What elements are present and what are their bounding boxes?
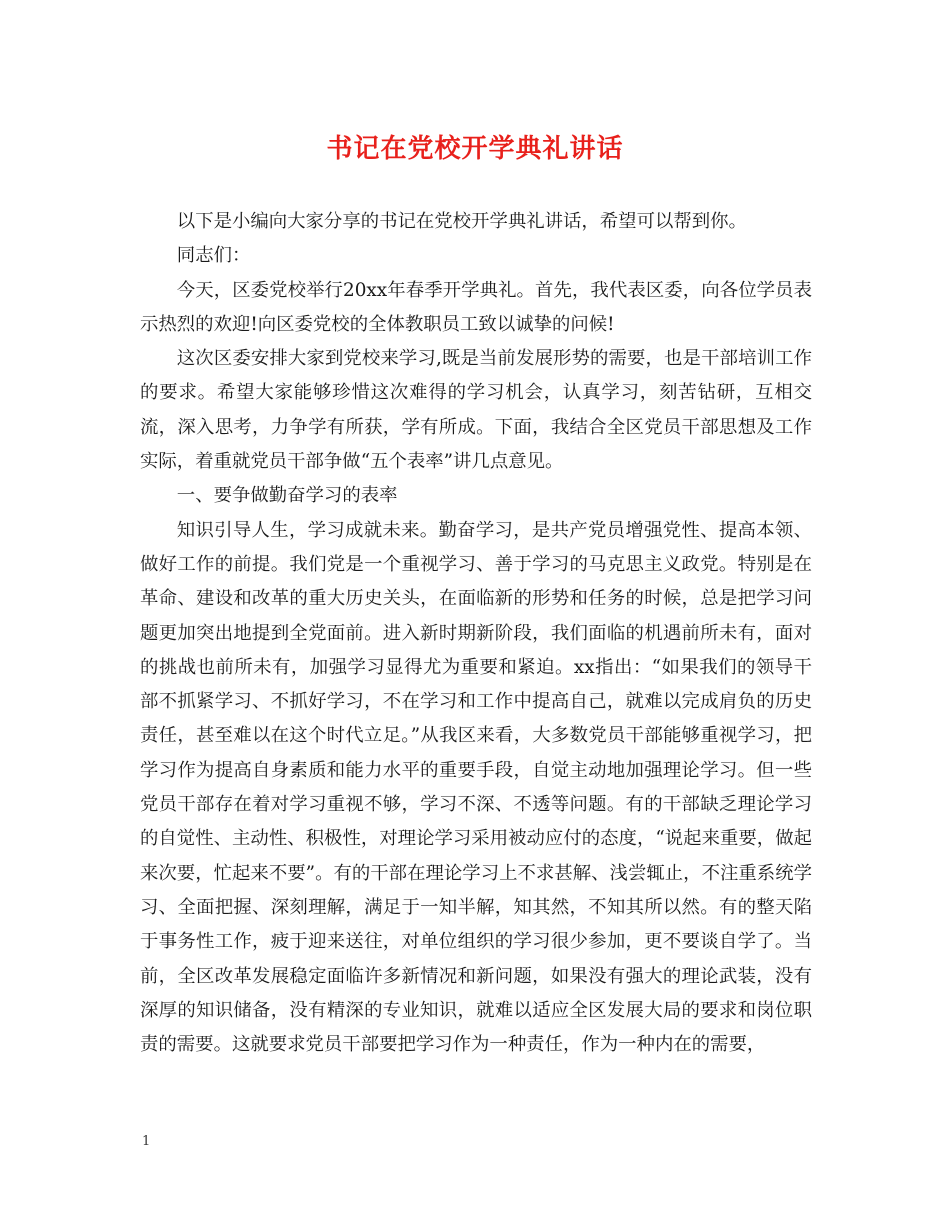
purpose-paragraph: 这次区委安排大家到党校来学习,既是当前发展形势的需要，也是干部培训工作的要求。希望大家能够珍惜这次难得的学习机会，认真学习，刻苦钻研，互相交流，深入思考，力争学有所获，学有所成。下面，我结合全区党员干部思想及工作实际，着重就党员干部争做“五个表率”讲几点意见。 xyxy=(140,348,812,473)
section-heading-1: 一、要争做勤奋学习的表率 xyxy=(176,485,398,507)
welcome-paragraph: 今天，区委党校举行20xx年春季开学典礼。首先，我代表区委，向各位学员表示热烈的欢迎!向区委党校的全体教职员工致以诚挚的问候! xyxy=(140,279,812,335)
page-number: 1 xyxy=(142,1134,151,1149)
document-title: 书记在党校开学典礼讲话 xyxy=(326,134,624,164)
intro-paragraph: 以下是小编向大家分享的书记在党校开学典礼讲话，希望可以帮到你。 xyxy=(176,211,747,232)
salutation-paragraph: 同志们： xyxy=(176,245,251,267)
document-body xyxy=(140,205,812,1062)
study-paragraph: 知识引导人生，学习成就未来。勤奋学习，是共产党员增强党性、提高本领、做好工作的前提。我们党是一个重视学习、善于学习的马克思主义政党。特别是在革命、建设和改革的重大历史关头，在面临新的形势和任务的时候，总是把学习问题更加突出地提到全党面前。进入新时期新阶段，我们面临的机遇前所未有，面对的挑战也前所未有，加强学习显得尤为重要和紧迫。xx指出：“如果我们的领导干部不抓紧学习、不抓好学习，不在学习和工作中提高自己，就难以完成肩负的历史责任，甚至难以在这个时代立足。”从我区来看，大多数党员干部能够重视学习，把学习作为提高自身素质和能力水平的重要手段，自觉主动地加强理论学习。但一些党员干部存在着对学习重视不够，学习不深、不透等问题。有的干部缺乏理论学习的自觉性、主动性、积极性，对理论学习采用被动应付的态度，“说起来重要，做起来次要，忙起来不要”。有的干部在理论学习上不求甚解、浅尝辄止，不注重系统学习、全面把握、深刻理解，满足于一知半解，知其然，不知其所以然。有的整天陷于事务性工作，疲于迎来送往，对单位组织的学习很少参加，更不要谈自学了。当前，全区改革发展稳定面临许多新情况和新问题，如果没有强大的理论武装，没有深厚的知识储备，没有精深的专业知识，就难以适应全区发展大局的要求和岗位职责的需要。这就要求党员干部要把学习作为一种责任，作为一种内在的需要， xyxy=(140,519,812,1056)
